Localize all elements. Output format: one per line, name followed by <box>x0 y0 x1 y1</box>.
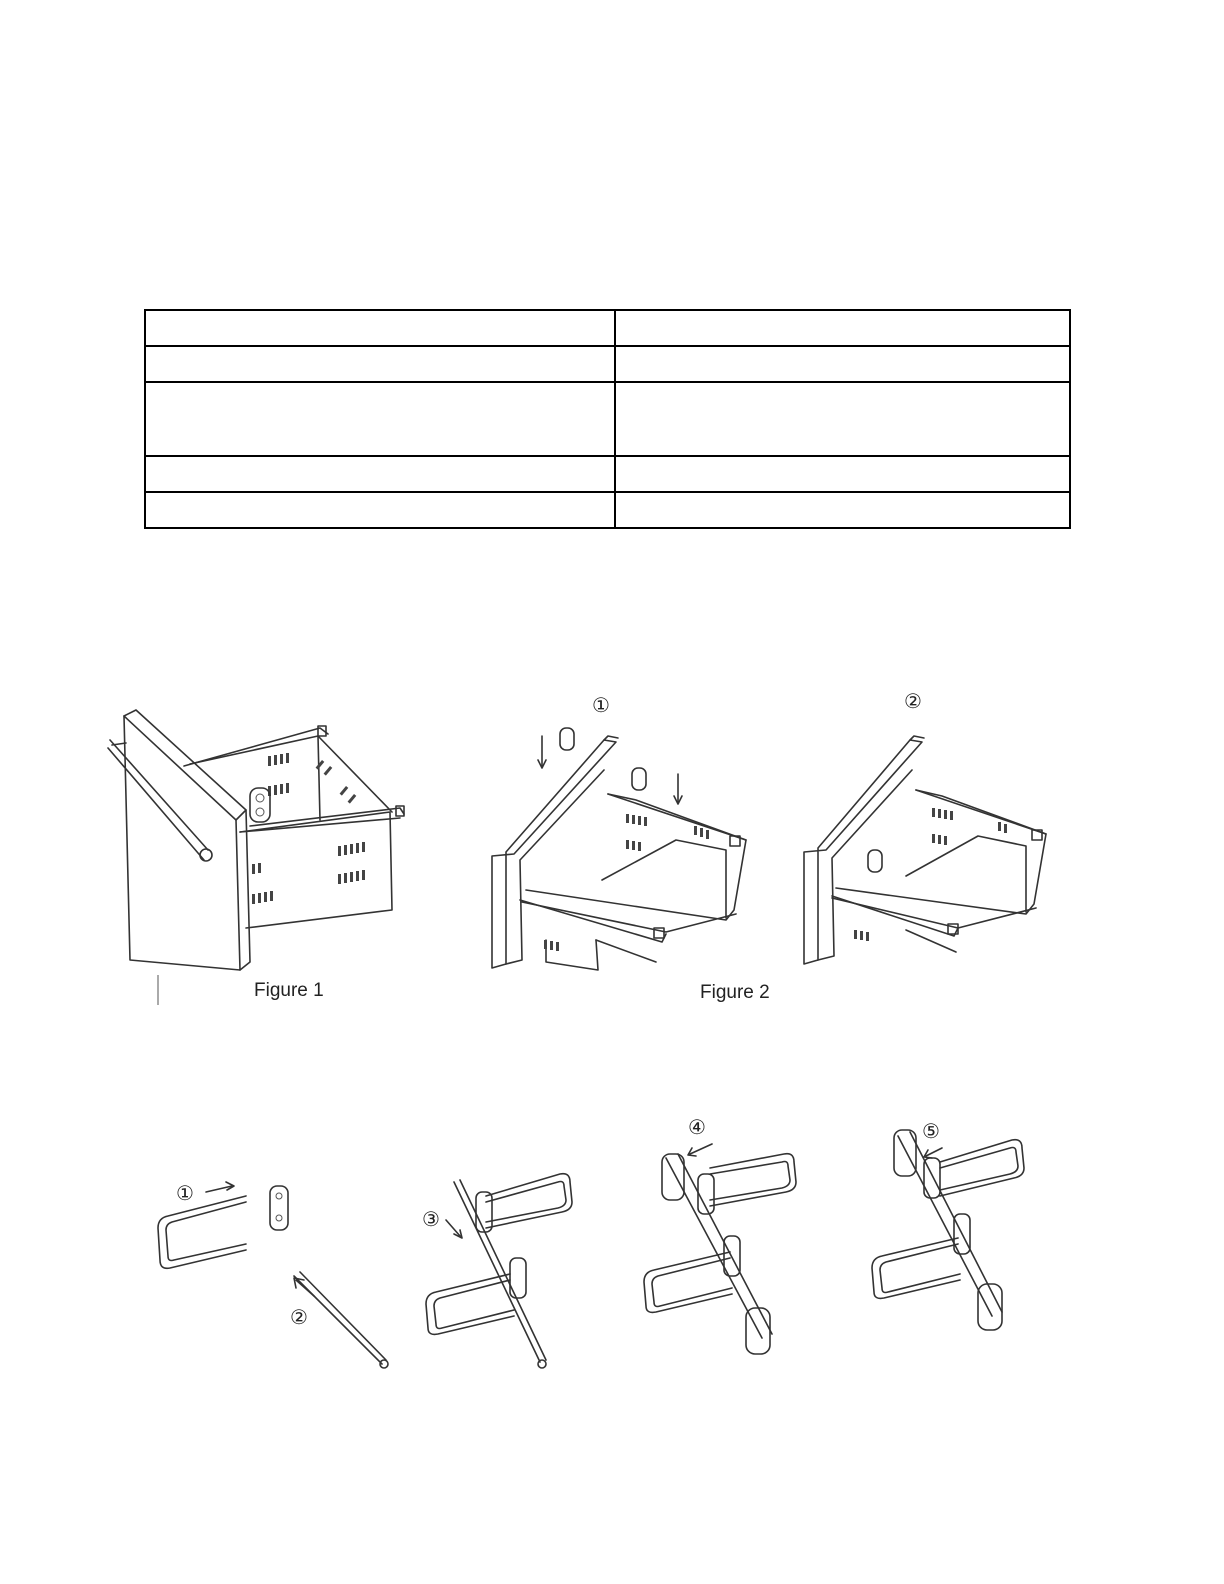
table-row <box>145 382 1070 456</box>
assembly-step-c <box>644 1115 796 1354</box>
table-cell <box>145 456 615 492</box>
table-cell <box>615 346 1070 382</box>
table-cell <box>615 456 1070 492</box>
figure-2-step-2-label: ② <box>904 689 922 713</box>
figure-2-caption: Figure 2 <box>700 982 770 1003</box>
figure-2-step-1-label: ① <box>592 693 610 717</box>
table-cell <box>615 382 1070 456</box>
assembly-step-2-label: ② <box>290 1305 308 1329</box>
spec-table <box>144 309 1071 529</box>
assembly-step-b <box>422 1174 572 1368</box>
table-cell <box>145 310 615 346</box>
table-row <box>145 492 1070 528</box>
table-cell <box>615 310 1070 346</box>
assembly-step-3-label: ③ <box>422 1207 440 1231</box>
figure-2-drawer-illustration <box>486 690 1066 1010</box>
table-cell <box>145 382 615 456</box>
figure-1-caption: Figure 1 <box>254 980 324 1001</box>
figure-2-view-2 <box>804 736 1046 964</box>
table-row <box>145 456 1070 492</box>
assembly-step-5-label: ⑤ <box>922 1119 940 1143</box>
table-row <box>145 346 1070 382</box>
table-cell <box>615 492 1070 528</box>
assembly-step-1-label: ① <box>176 1181 194 1205</box>
table-cell <box>145 492 615 528</box>
rack-assembly-steps-illustration <box>150 1110 1050 1380</box>
figure-2-view-1 <box>492 728 746 970</box>
assembly-step-d <box>872 1119 1024 1330</box>
figure-1-drawer-illustration <box>100 700 420 1010</box>
assembly-step-a <box>158 1181 388 1368</box>
assembly-step-4-label: ④ <box>688 1115 706 1139</box>
table-cell <box>145 346 615 382</box>
table-row <box>145 310 1070 346</box>
